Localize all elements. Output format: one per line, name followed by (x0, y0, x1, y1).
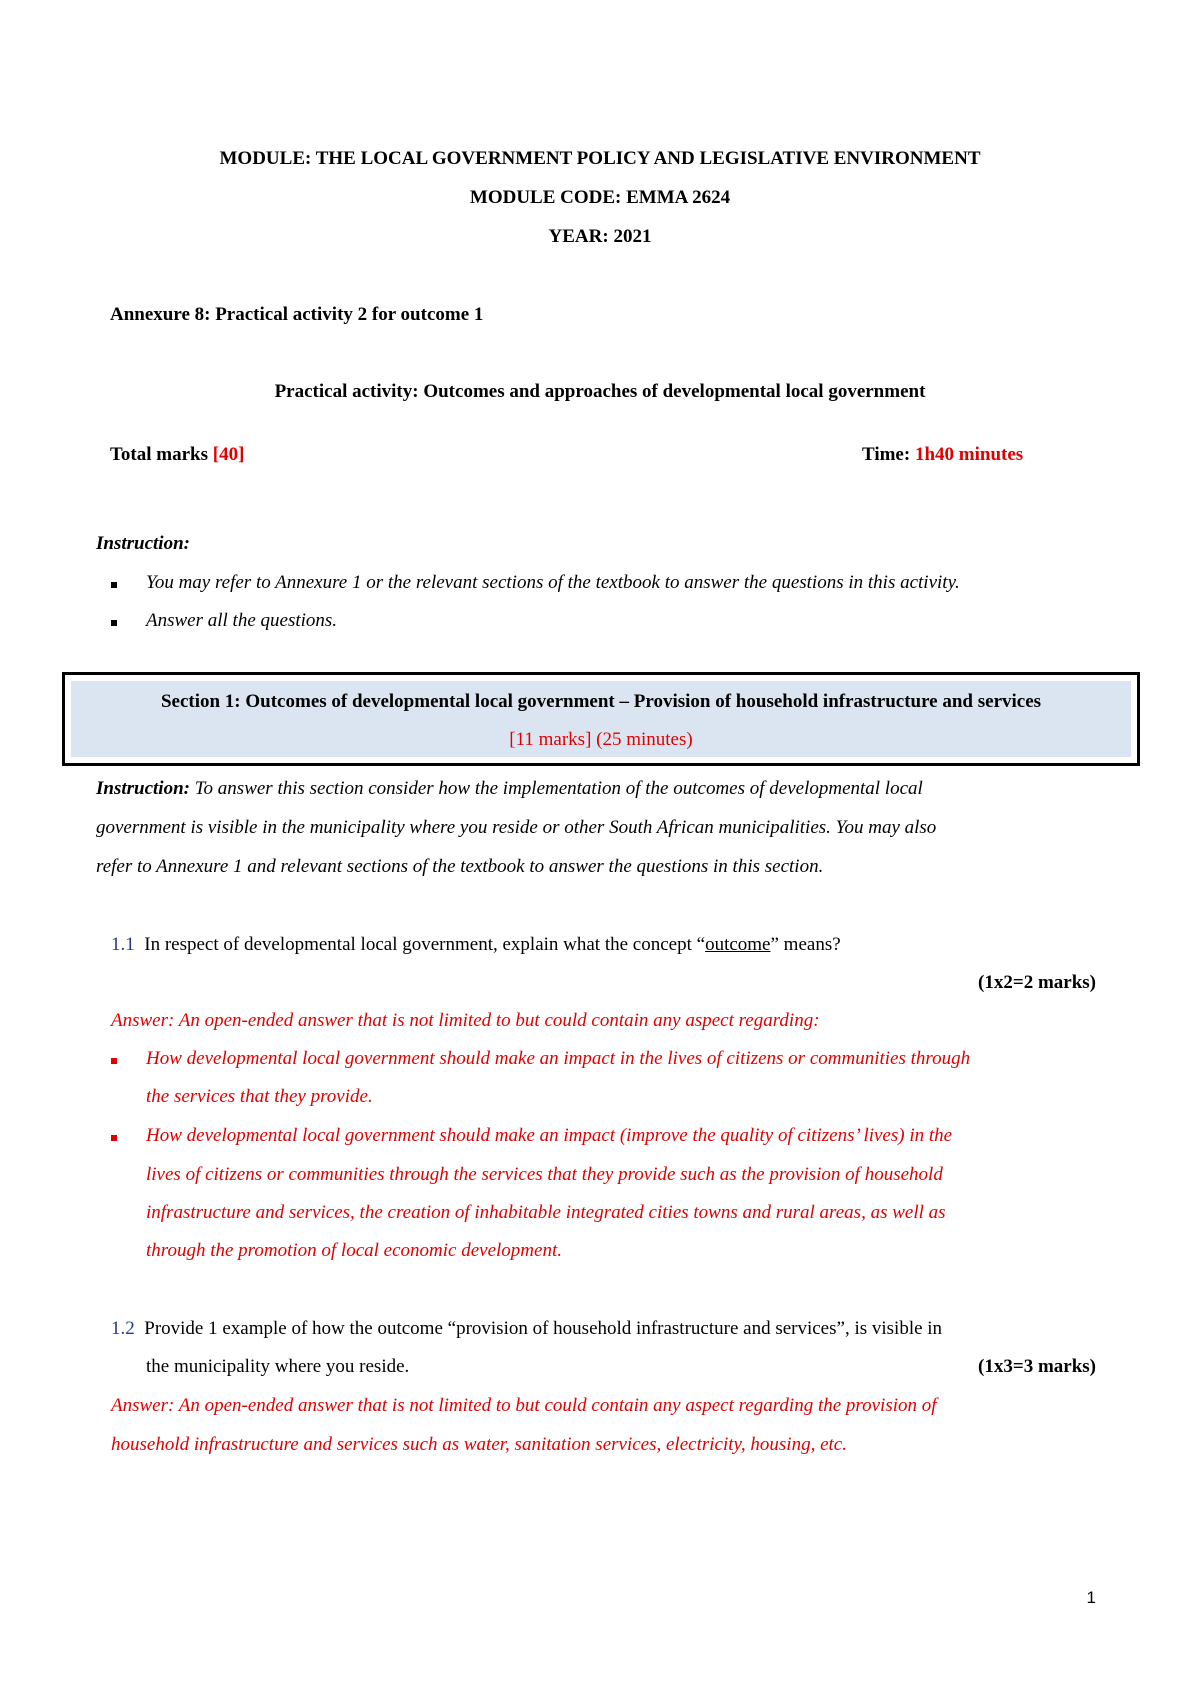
time-label: Time: (862, 444, 915, 465)
module-title: MODULE: THE LOCAL GOVERNMENT POLICY AND LEGISLATIVE ENVIRONMENT (219, 148, 981, 169)
total-marks (110, 444, 244, 466)
answer-1-1-bullet-2-line-2: lives of citizens or communities through the services that they provide such as the provision of household (146, 1164, 943, 1185)
section-1-instruction-line-2: government is visible in the municipality where you reside or other South African municipalities. You may also (96, 817, 937, 838)
question-1-2-marks: (1x3=3 marks) (978, 1356, 1096, 1377)
question-1-2-line-2: the municipality where you reside. (146, 1356, 410, 1377)
answer-1-1-bullet-1-line-2: the services that they provide. (146, 1086, 373, 1107)
bullet-icon (111, 1135, 117, 1141)
section-1-title: Section 1: Outcomes of developmental local government – Provision of household infrastructure and services (160, 691, 1042, 712)
question-1-1 (111, 934, 841, 956)
total-marks-label: Total marks (110, 444, 213, 465)
time-allowed (862, 444, 1023, 466)
activity-title: Practical activity: Outcomes and approaches of developmental local government (274, 381, 926, 402)
instruction-item-2: Answer all the questions. (146, 610, 338, 631)
question-1-1-number: 1.1 (111, 934, 135, 955)
section-1-instruction-line-3: refer to Annexure 1 and relevant sections of the textbook to answer the questions in this section. (96, 856, 824, 877)
question-1-1-answer-intro: Answer: An open-ended answer that is not limited to but could contain any aspect regarding: (111, 1010, 820, 1031)
module-code: MODULE CODE: EMMA 2624 (469, 187, 731, 208)
module-year: YEAR: 2021 (548, 226, 652, 247)
answer-1-1-bullet-2-line-4: through the promotion of local economic development. (146, 1240, 562, 1261)
total-marks-value: [40] (212, 444, 245, 465)
answer-1-2-line-1: Answer: An open-ended answer that is not limited to but could contain any aspect regarding the provision of (111, 1395, 937, 1416)
answer-1-1-bullet-1-line-1: How developmental local government should make an impact in the lives of citizens or communities through (146, 1048, 971, 1069)
section-1-instruction-text-1: To answer this section consider how the implementation of the outcomes of developmental local (189, 778, 923, 799)
page-number: 1 (1086, 1588, 1096, 1607)
question-1-2-text-1: Provide 1 example of how the outcome “provision of household infrastructure and services”, is visible in (144, 1318, 943, 1339)
question-1-1-underlined: outcome (705, 934, 771, 955)
bullet-icon (111, 1058, 117, 1064)
section-1-instruction-line-1 (96, 778, 923, 800)
section-1-marks: [11 marks] (25 minutes) (509, 729, 693, 750)
section-1-instruction-label: Instruction: (96, 778, 190, 799)
section-1-header-box (62, 672, 1140, 766)
time-value: 1h40 minutes (914, 444, 1024, 465)
question-1-1-text-after: ” means? (770, 934, 841, 955)
question-1-1-marks: (1x2=2 marks) (978, 972, 1096, 993)
question-1-2-number: 1.2 (111, 1318, 135, 1339)
instruction-item-1: You may refer to Annexure 1 or the relevant sections of the textbook to answer the questions in this activity. (146, 572, 960, 593)
question-1-2-line-1 (111, 1318, 942, 1340)
answer-1-1-bullet-2-line-1: How developmental local government should make an impact (improve the quality of citizens’ lives) in the (146, 1125, 953, 1146)
answer-1-2-line-2: household infrastructure and services such as water, sanitation services, electricity, housing, etc. (111, 1434, 847, 1455)
section-1-header-fill (71, 681, 1131, 757)
question-1-1-text-before: In respect of developmental local government, explain what the concept “ (144, 934, 706, 955)
instruction-heading: Instruction: (96, 533, 190, 554)
annexure-title: Annexure 8: Practical activity 2 for outcome 1 (110, 304, 484, 325)
answer-1-1-bullet-2-line-3: infrastructure and services, the creation of inhabitable integrated cities towns and rural areas, as well as (146, 1202, 946, 1223)
bullet-icon (111, 620, 117, 626)
bullet-icon (111, 582, 117, 588)
